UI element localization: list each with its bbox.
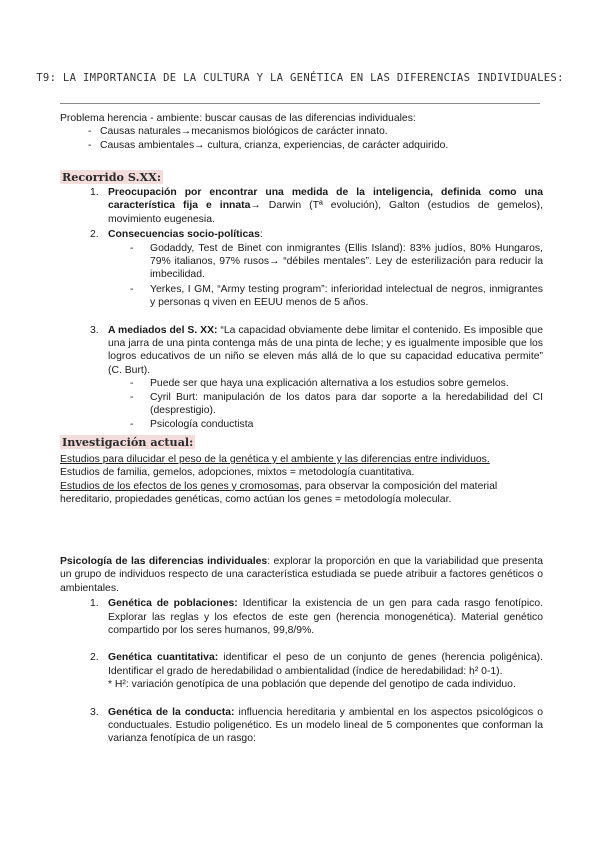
bullet-text: Causas naturales→mecanismos biológicos de carácter innato. (100, 126, 388, 138)
note: * H²: variación genotípica de una población que depende del genotipo de cada individuo. (108, 679, 516, 691)
sub-item: - Godaddy, Test de Binet con inmigrantes (Ellis Island): 83% judíos, 80% Hungaros, 79% italianos, 97% rusos→ “débiles mentales”. Ley de esterilización para reducir la imbecilidad. (130, 242, 543, 281)
recorrido-list (60, 186, 543, 431)
sub-item: - Cyril Burt: manipulación de los datos para dar soporte a la heredabilidad del CI (desprestigio). (130, 391, 543, 417)
paragraph-bold: Psicología de las diferencias individuales (60, 556, 268, 567)
paragraph: Psicología de las diferencias individuales: explorar la proporción en que la variabilidad que presenta un grupo de individuos respecto de una característica estudiada se puede atribuir a factores genéticos o ambientales. (60, 556, 543, 594)
sub-item: - Yerkes, I GM, “Army testing program”: inferioridad intelectual de negros, inmigrantes y personas q viven en EEUU menos de 5 años. (130, 283, 543, 309)
list-item: 3. Genética de la conducta: influencia hereditaria y ambiental en los aspectos psicológicos o conductuales. Estudio poligenético. Es un modelo lineal de 5 componentes que conforman la varianza fenotípica de un rasgo: (90, 706, 543, 745)
underlined-text: Estudios para dilucidar el peso de la genética y el ambiente y las diferencias entre individuos. (60, 454, 490, 465)
item-bold: Consecuencias socio-políticas (108, 229, 260, 241)
investigacion-heading-block (60, 436, 543, 450)
item-bold: Preocupación por encontrar una medida de la inteligencia, definida como una característica fija e innata (108, 187, 543, 212)
list-item: 1. Genética de poblaciones: Identificar la existencia de un gen para cada rasgo fenotípico. Explorar las reglas y los efectos de este gen (herencia monogenética). Material genético compartido por los seres humanos, 99,8/9%. (90, 598, 543, 637)
page-title: T9: LA IMPORTANCIA DE LA CULTURA Y LA GENÉTICA EN LAS DIFERENCIAS INDIVIDUALES: (36, 72, 564, 84)
section-heading-recorrido: Recorrido S.XX: (62, 170, 161, 184)
underlined-text: Estudios de los efectos de los genes y cromosomas (60, 480, 300, 492)
paragraph: Estudios de los efectos de los genes y cromosomas, para observar la composición del material hereditario, propiedades genéticas, como actúan los genes = metodología molecular. (60, 480, 498, 506)
list-item: 3. A mediados del S. XX: “La capacidad obviamente debe limitar el contenido. Es imposible que una jarra de una pinta contenga más de una pinta de leche; y es igualmente imposible que los logros educativos de un niño se eleven más allá de lo que su capacidad educativa permite” (C. Burt). (90, 324, 543, 376)
list-item: 2. Consecuencias socio-políticas: (90, 229, 263, 241)
item-text: → Darwin (Tª evolución), Galton (estudios de gemelos), movimiento eugenesia. (108, 200, 543, 225)
psicologia-section (60, 555, 543, 746)
investigacion-section (60, 453, 543, 507)
intro-section (60, 112, 543, 152)
sub-item: - Psicología conductista (130, 418, 254, 430)
intro-bullet: - Causas naturales→mecanismos biológicos de carácter innato. (88, 126, 388, 138)
intro-bullet: - Causas ambientales→ cultura, crianza, experiencias, de carácter adquirido. (88, 139, 449, 151)
item-bold: A mediados del S. XX: (108, 324, 218, 336)
title-divider (60, 103, 540, 104)
intro-line: Problema herencia - ambiente: buscar causas de las diferencias individuales: (60, 113, 416, 124)
paragraph: Estudios de familia, gemelos, adopciones, mixtos = metodología cuantitativa. (60, 467, 415, 479)
item-text: “La capacidad obviamente debe limitar el contenido. Es imposible que una jarra de una pinta contenga más de una pinta de leche; y es igualmente imposible que los logros educativos de un niño se eleven más allá de lo que su capacidad educativa permite” (C. Burt). (108, 324, 543, 376)
item-bold: Genética de poblaciones: (108, 598, 238, 610)
list-item: 2. Genética cuantitativa: identificar el peso de un conjunto de genes (herencia poligénica). Identificar el grado de heredabilidad o ambientalidad (índice de heredabilidad: h² 0-1). * H²: variación genotípica de una población que depende del genotipo de cada individuo. (90, 652, 544, 691)
item-bold: Genética cuantitativa: (108, 652, 219, 664)
item-bold: Genética de la conducta: (108, 706, 235, 718)
section-heading-investigacion: Investigación actual: (62, 435, 194, 449)
recorrido-heading-block (60, 171, 543, 185)
sub-item: - Puede ser que haya una explicación alternativa a los estudios sobre gemelos. (130, 378, 509, 390)
bullet-text: Causas ambientales→ cultura, crianza, experiencias, de carácter adquirido. (100, 139, 449, 151)
list-item: 1. Preocupación por encontrar una medida de la inteligencia, definida como una característica fija e innata→ Darwin (Tª evolución), Galton (estudios de gemelos), movimiento eugenesia. (90, 187, 543, 225)
